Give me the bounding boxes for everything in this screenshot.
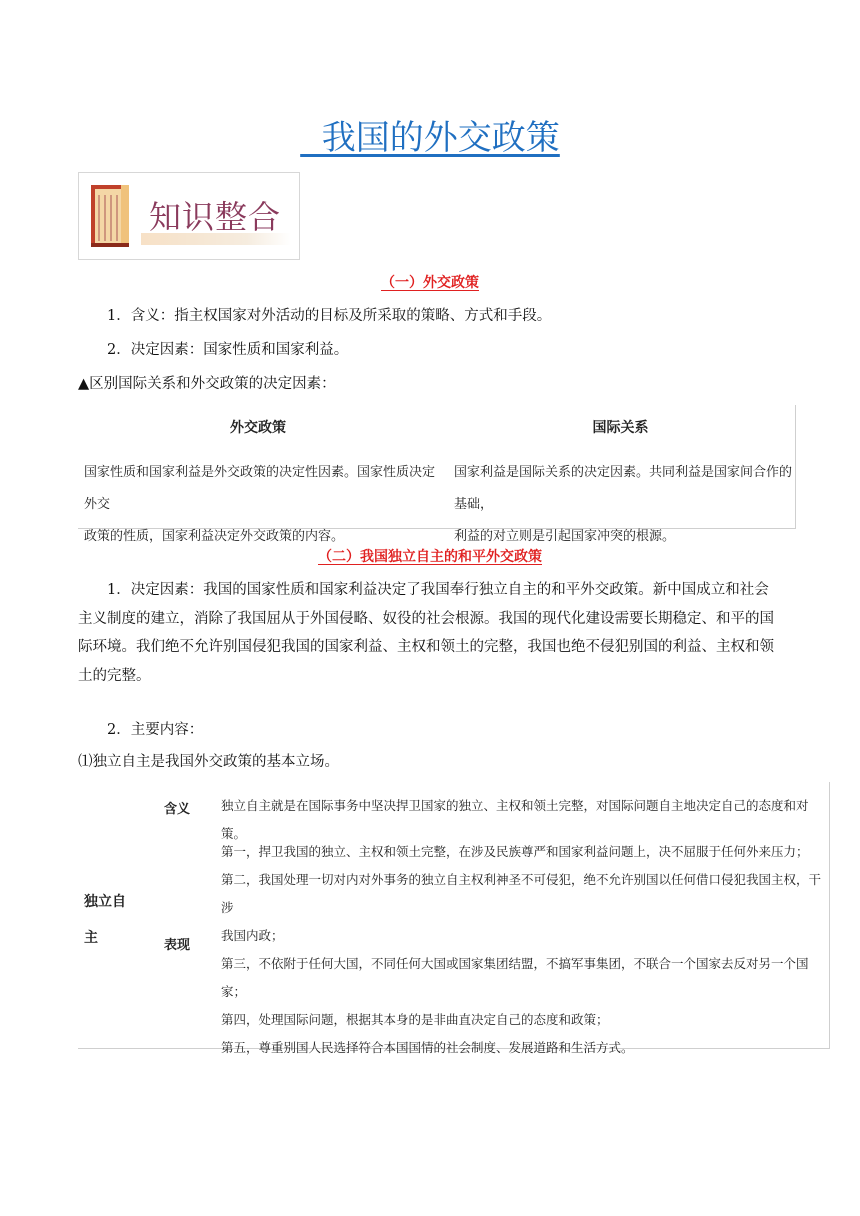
label-meaning: 含义 xyxy=(164,802,191,817)
performance-item: 我国内政； xyxy=(221,928,284,943)
row-header-line: 独立自 xyxy=(84,894,126,910)
performance-item: 第二，我国处理一切对内对外事务的独立自主权利神圣不可侵犯，绝不允许别国以任何借口侵犯我国主权，干涉 xyxy=(221,872,822,915)
comparison-body-international-relations xyxy=(448,457,793,553)
performance-item: 第三，不依附于任何大国，不同任何大国或国家集团结盟，不搞军事集团，不联合一个国家去反对另一个国家； xyxy=(221,956,809,999)
comparison-column-foreign-policy xyxy=(78,405,438,544)
performance-item: 第一，捍卫我国的独立、主权和领土完整，在涉及民族尊严和国家利益问题上，决不屈服于任何外来压力； xyxy=(221,844,809,859)
paragraph-definition: 1．含义：指主权国家对外活动的目标及所采取的策略、方式和手段。 xyxy=(107,308,552,324)
comparison-body-foreign-policy xyxy=(78,457,438,553)
paragraph-determinants: 2．决定因素：国家性质和国家利益。 xyxy=(107,342,349,358)
performance-item: 第四，处理国际问题，根据其本身的是非曲直决定自己的态度和政策； xyxy=(221,1012,609,1027)
comparison-header-foreign-policy: 外交政策 xyxy=(230,420,286,436)
label-performance: 表现 xyxy=(164,938,191,953)
performance-item: 第五，尊重别国人民选择符合本国国情的社会制度、发展道路和生活方式。 xyxy=(221,1040,634,1055)
paragraph-independent-determinants: 1．决定因素：我国的国家性质和国家利益决定了我国奉行独立自主的和平外交政策。新中国成立和社会主义制度的建立，消除了我国屈从于外国侵略、奴役的社会根源。我国的现代化建设需要长期稳定、和平的国际环境。我们绝不允许别国侵犯我国的国家利益、主权和领土的完整，我国也绝不侵犯别国的利益、主权和领土的完整。 xyxy=(78,582,774,684)
book-icon xyxy=(89,181,131,251)
paragraph-basic-stance: ⑴独立自主是我国外交政策的基本立场。 xyxy=(78,754,339,770)
comparison-column-international-relations xyxy=(448,405,793,544)
page-title: 我国的外交政策 xyxy=(300,118,560,158)
comparison-line: 国家利益是国际关系的决定因素。共同利益是国家间合作的基础， xyxy=(454,465,793,512)
comparison-line: 政策的性质，国家利益决定外交政策的内容。 xyxy=(84,529,345,544)
independence-table xyxy=(78,782,830,1055)
knowledge-banner xyxy=(78,172,300,260)
comparison-line: 国家性质和国家利益是外交政策的决定性因素。国家性质决定外交 xyxy=(84,465,436,512)
comparison-header-international-relations: 国际关系 xyxy=(592,420,649,436)
row-header-line: 主 xyxy=(84,930,98,946)
row-header-independence xyxy=(84,884,132,956)
banner-title: 知识整合 xyxy=(149,198,282,236)
paragraph-comparison-intro: ▲区别国际关系和外交政策的决定因素： xyxy=(78,376,336,392)
comparison-line: 利益的对立则是引起国家冲突的根源。 xyxy=(454,529,676,544)
section-heading-foreign-policy: （一）外交政策 xyxy=(381,275,479,291)
performance-list xyxy=(221,838,827,1062)
meaning-text: 独立自主就是在国际事务中坚决捍卫国家的独立、主权和领土完整，对国际问题自主地决定自己的态度和对策。 xyxy=(221,798,809,841)
section-heading-independent-policy: （二）我国独立自主的和平外交政策 xyxy=(318,549,542,565)
comparison-table xyxy=(78,405,796,544)
paragraph-main-content: 2．主要内容： xyxy=(107,722,204,738)
